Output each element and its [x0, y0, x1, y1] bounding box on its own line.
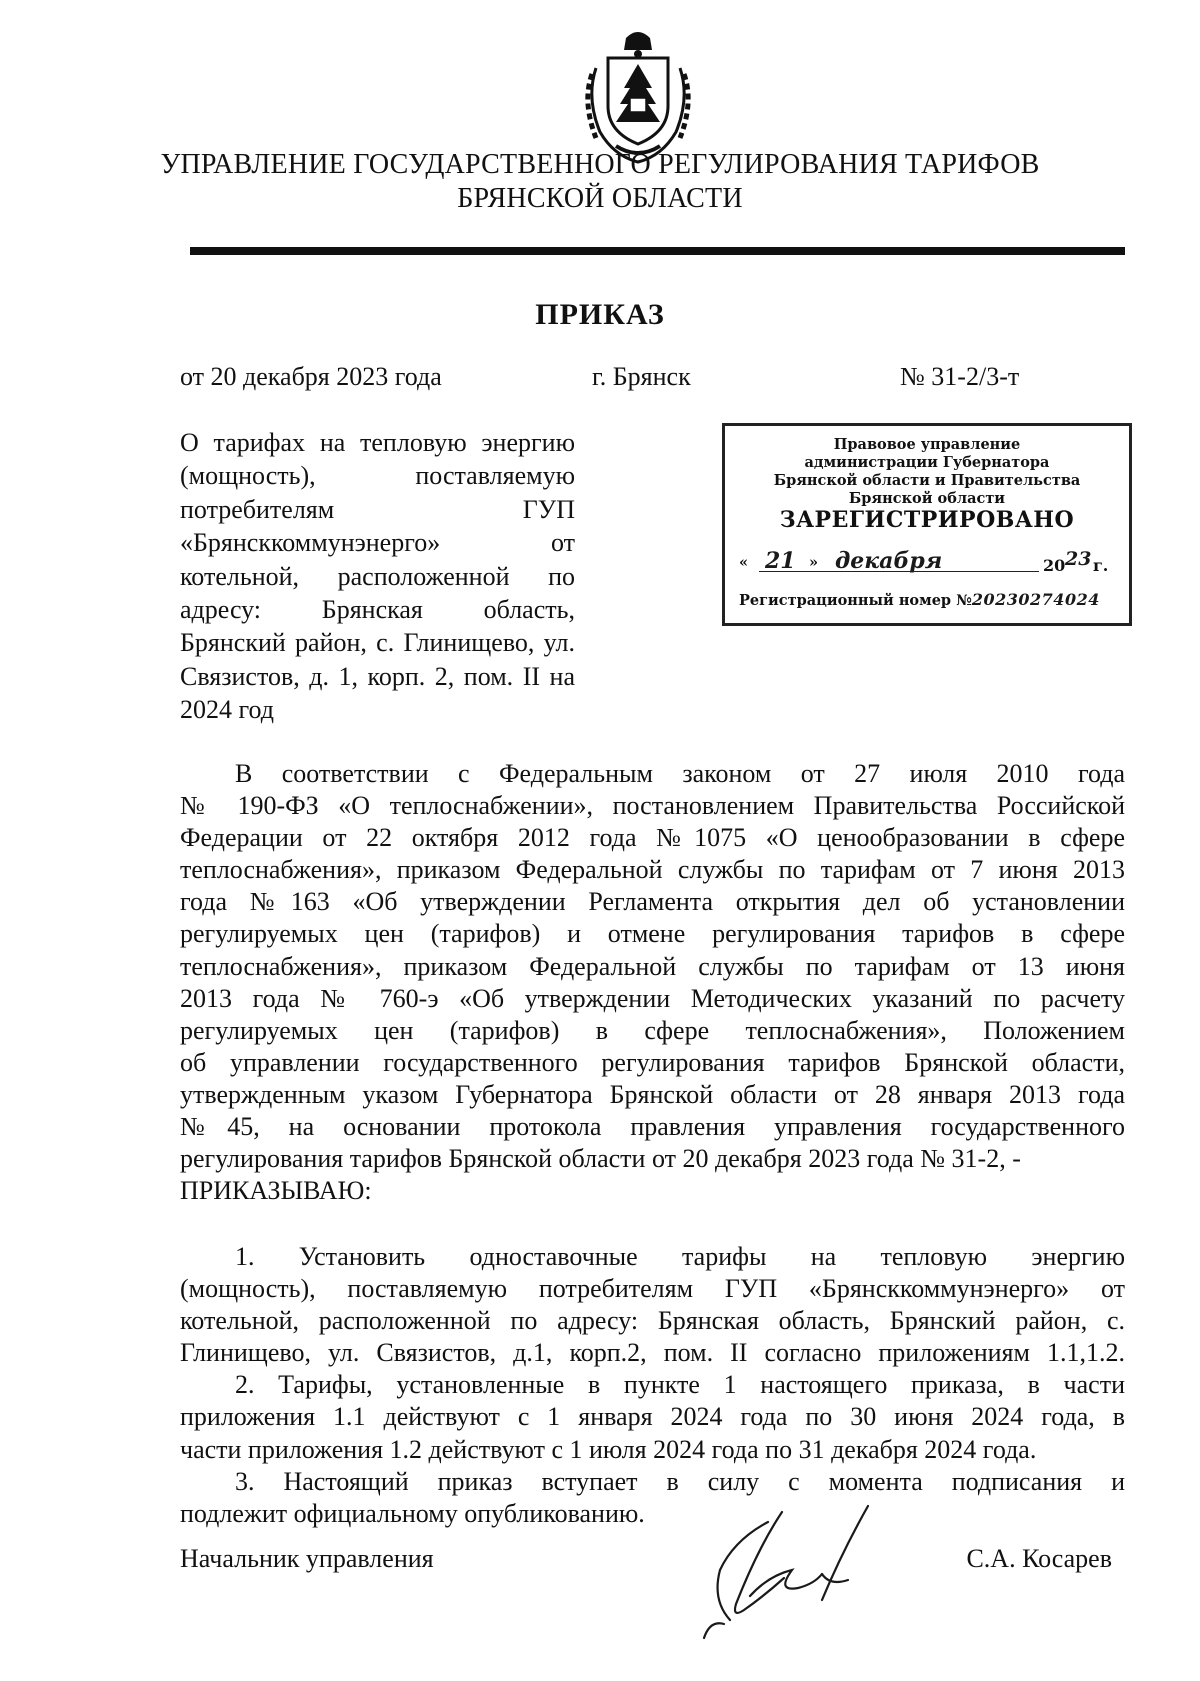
stamp-reg-label: Регистрационный номер №: [739, 592, 972, 609]
preamble-line: В соответствии с Федеральным законом от 27 июля 2010 года: [235, 759, 1125, 788]
order-item-line: 1. Установить одноставочные тарифы на тепловую энергию: [235, 1242, 1125, 1271]
preamble-line: теплоснабжения», приказом Федеральной службы по тарифам от 13 июня: [180, 951, 1125, 981]
order-item-line: 3. Настоящий приказ вступает в силу с момента подписания и: [235, 1466, 1125, 1496]
preamble-line: об управлении государственного регулирования тарифов Брянской области,: [180, 1047, 1125, 1077]
order-item-line: подлежит официальному опубликованию.: [180, 1498, 645, 1528]
stamp-year-suffix: 23: [1065, 548, 1092, 570]
coat-of-arms-emblem: [578, 28, 698, 168]
stamp-day: 21: [765, 548, 796, 574]
stamp-registered: ЗАРЕГИСТРИРОВАНО: [779, 507, 1075, 533]
preamble-line: Федерации от 22 октября 2012 года №1075 «О ценообразовании в сфере: [180, 823, 1125, 853]
org-name-line-1: УПРАВЛЕНИЕ ГОСУДАРСТВЕННОГО РЕГУЛИРОВАНИЯ ТАРИФОВ: [160, 149, 1040, 180]
document-title: ПРИКАЗ: [535, 298, 665, 331]
preamble-line: регулируемых цен (тарифов) в сфере теплоснабжения», Положением: [180, 1015, 1125, 1045]
stamp-line-2: администрации Губернатора: [804, 454, 1050, 471]
org-name-line-2: БРЯНСКОЙ ОБЛАСТИ: [457, 183, 743, 214]
order-items: [180, 1241, 1125, 1530]
order-item-line: (мощность), поставляемую потребителям ГУП «Брянсккоммунэнерго» от: [180, 1274, 1125, 1304]
stamp-date-row: « 21 » декабря 20 23 г.: [739, 548, 1109, 575]
preamble-line: регулируемых цен (тарифов) и отмене регулирования тарифов в сфере: [180, 919, 1125, 949]
preamble-line: утвержденным указом Губернатора Брянской области от 28 января 2013 года: [180, 1079, 1125, 1109]
order-item-line: котельной, расположенной по адресу: Брянская область, Брянский район, с.: [180, 1306, 1125, 1336]
preamble-paragraph: [180, 758, 1125, 1207]
stamp-line-4: Брянской области: [848, 490, 1006, 507]
preamble-line: 2013 года № 760-э «Об утверждении Методических указаний по расчету: [180, 983, 1125, 1013]
registration-stamp: [722, 423, 1132, 626]
order-number: № 31-2/3-т: [900, 362, 1020, 391]
stamp-reg-number: 20230274024: [971, 590, 1100, 609]
order-subject: О тарифах на тепловую энергию (мощность), поставляемую потребителям ГУП «Брянсккоммунэнерго» от котельной, расположенной по адресу: Брянская область, Брянский район, с. Глинищево, ул. Связистов, д. 1, корп. 2, пом. II на 2024 год: [180, 428, 575, 725]
order-date: от 20 декабря 2023 года: [180, 362, 442, 391]
preamble-line: года №163 «Об утверждении Регламента открытия дел об установлении: [180, 887, 1125, 917]
stamp-year-unit: г.: [1093, 556, 1109, 575]
header-divider: [190, 247, 1125, 255]
stamp-year-prefix: 20: [1043, 556, 1066, 575]
stamp-line-3: Брянской области и Правительства: [773, 472, 1081, 489]
order-item-line: 2. Тарифы, установленные в пункте 1 настоящего приказа, в части: [235, 1370, 1125, 1400]
preamble-line: теплоснабжения», приказом Федеральной службы по тарифам от 7 июня 2013: [180, 855, 1125, 885]
handwritten-signature: [672, 1500, 902, 1640]
preamble-line: № 190-ФЗ «О теплоснабжении», постановлением Правительства Российской: [180, 791, 1125, 821]
order-item-line: приложения 1.1 действуют с 1 января 2024 года по 30 июня 2024 года, в: [180, 1402, 1125, 1432]
preamble-line: №45, на основании протокола правления управления государственного: [180, 1112, 1125, 1142]
preamble-line: ПРИКАЗЫВАЮ:: [180, 1176, 372, 1206]
signatory-position: Начальник управления: [180, 1544, 434, 1573]
order-item-line: Глинищево, ул. Связистов, д.1, корп.2, пом. II согласно приложениям 1.1,1.2.: [180, 1338, 1125, 1368]
order-item-line: части приложения 1.2 действуют с 1 июля 2024 года по 31 декабря 2024 года.: [180, 1434, 1037, 1464]
stamp-month: декабря: [835, 548, 943, 574]
preamble-line: регулирования тарифов Брянской области от 20 декабря 2023 года № 31-2, -: [180, 1144, 1021, 1174]
signatory-name: С.А. Косарев: [966, 1544, 1112, 1573]
order-city: г. Брянск: [592, 362, 691, 391]
stamp-reg-row: [739, 590, 1121, 616]
stamp-line-1: Правовое управление: [833, 436, 1021, 453]
